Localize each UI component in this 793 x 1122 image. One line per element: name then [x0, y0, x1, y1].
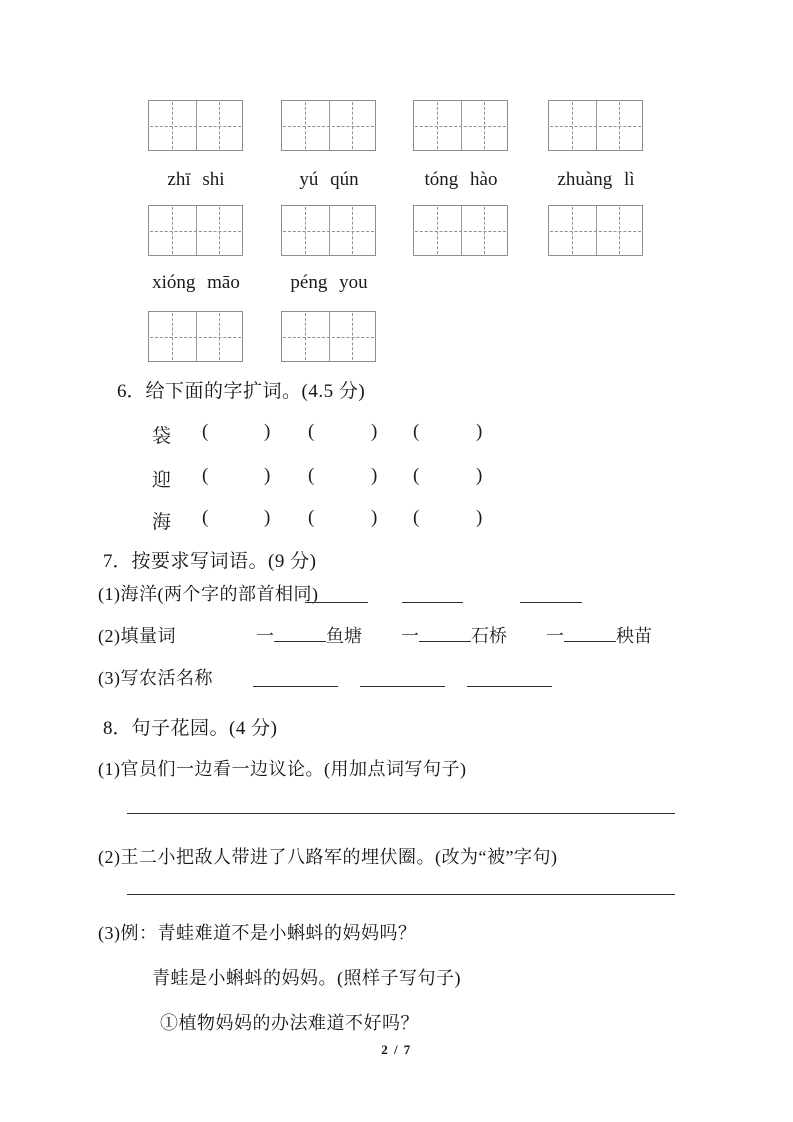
writing-grid-box [281, 205, 376, 256]
answer-blank [520, 584, 582, 603]
writing-grid-box [148, 100, 243, 151]
question-6-heading [117, 376, 365, 403]
paren-close: ) [264, 421, 271, 442]
question-title: 按要求写词语。(9 分) [131, 551, 317, 572]
paren-close: ) [264, 465, 271, 486]
measure-noun: 秧苗 [616, 626, 652, 646]
answer-blank [402, 584, 463, 603]
paren-close: ) [264, 507, 271, 528]
question-8-heading [103, 713, 277, 740]
paren-open: ( [308, 421, 315, 442]
writing-grid-box [148, 205, 243, 256]
pinyin-label: zhuàng lì [557, 169, 635, 190]
q7-item1-label: (1)海洋(两个字的部首相同) [98, 584, 319, 604]
paren-open: ( [202, 507, 209, 528]
q8-item3-sub1: ①植物妈妈的办法难道不好吗？ [160, 1013, 419, 1033]
measure-prefix: 一 [546, 626, 564, 646]
answer-blank [305, 584, 368, 603]
question-title: 句子花园。(4 分) [131, 718, 278, 739]
q8-item3-example: (3)例：青蛙难道不是小蝌蚪的妈妈吗？ [98, 923, 417, 943]
paren-close: ) [371, 507, 378, 528]
pinyin-label: xióng māo [152, 272, 240, 293]
target-character: 袋 [152, 426, 172, 447]
question-7-heading [103, 546, 316, 573]
measure-noun: 鱼塘 [326, 626, 362, 646]
pinyin-label: zhī shi [167, 169, 225, 190]
paren-close: ) [476, 465, 483, 486]
paren-open: ( [413, 421, 420, 442]
q7-item2-label: (2)填量词 [98, 626, 176, 646]
paren-open: ( [308, 507, 315, 528]
measure-prefix: 一 [401, 626, 419, 646]
answer-blank [564, 626, 616, 642]
q7-item3-label: (3)写农活名称 [98, 668, 213, 688]
target-character: 迎 [152, 470, 172, 491]
pinyin-label: tóng hào [424, 169, 498, 190]
q8-item3-line2: 青蛙是小蝌蚪的妈妈。(照样子写句子) [152, 968, 461, 988]
answer-line [127, 813, 675, 814]
paren-open: ( [202, 421, 209, 442]
answer-blank [360, 668, 445, 687]
writing-grid-box [148, 311, 243, 362]
writing-grid-box [281, 100, 376, 151]
writing-grid-box [548, 205, 643, 256]
writing-grid-box [548, 100, 643, 151]
writing-grid-box [413, 205, 508, 256]
answer-blank [274, 626, 326, 642]
answer-blank [253, 668, 338, 687]
question-number: 6． [117, 381, 146, 402]
answer-line [127, 894, 675, 895]
measure-word-group [546, 622, 652, 648]
paren-open: ( [202, 465, 209, 486]
writing-grid-box [413, 100, 508, 151]
measure-prefix: 一 [256, 626, 274, 646]
paren-close: ) [371, 421, 378, 442]
q8-item1-text: (1)官员们一边看一边议论。(用加点词写句子) [98, 759, 467, 779]
measure-noun: 石桥 [471, 626, 507, 646]
pinyin-label: péng you [290, 272, 368, 293]
paren-open: ( [413, 507, 420, 528]
page-number: 2 / 7 [381, 1042, 412, 1057]
paren-close: ) [476, 421, 483, 442]
question-number: 8． [103, 718, 132, 739]
writing-grid-box [281, 311, 376, 362]
measure-word-group [256, 622, 362, 648]
answer-blank [467, 668, 552, 687]
answer-blank [419, 626, 471, 642]
question-title: 给下面的字扩词。(4.5 分) [145, 381, 366, 402]
paren-open: ( [413, 465, 420, 486]
q8-item2-text: (2)王二小把敌人带进了八路军的埋伏圈。(改为“被”字句) [98, 847, 558, 867]
measure-word-group [401, 622, 507, 648]
paren-open: ( [308, 465, 315, 486]
pinyin-label: yú qún [299, 169, 359, 190]
target-character: 海 [152, 512, 172, 533]
paren-close: ) [371, 465, 378, 486]
question-number: 7． [103, 551, 132, 572]
paren-close: ) [476, 507, 483, 528]
